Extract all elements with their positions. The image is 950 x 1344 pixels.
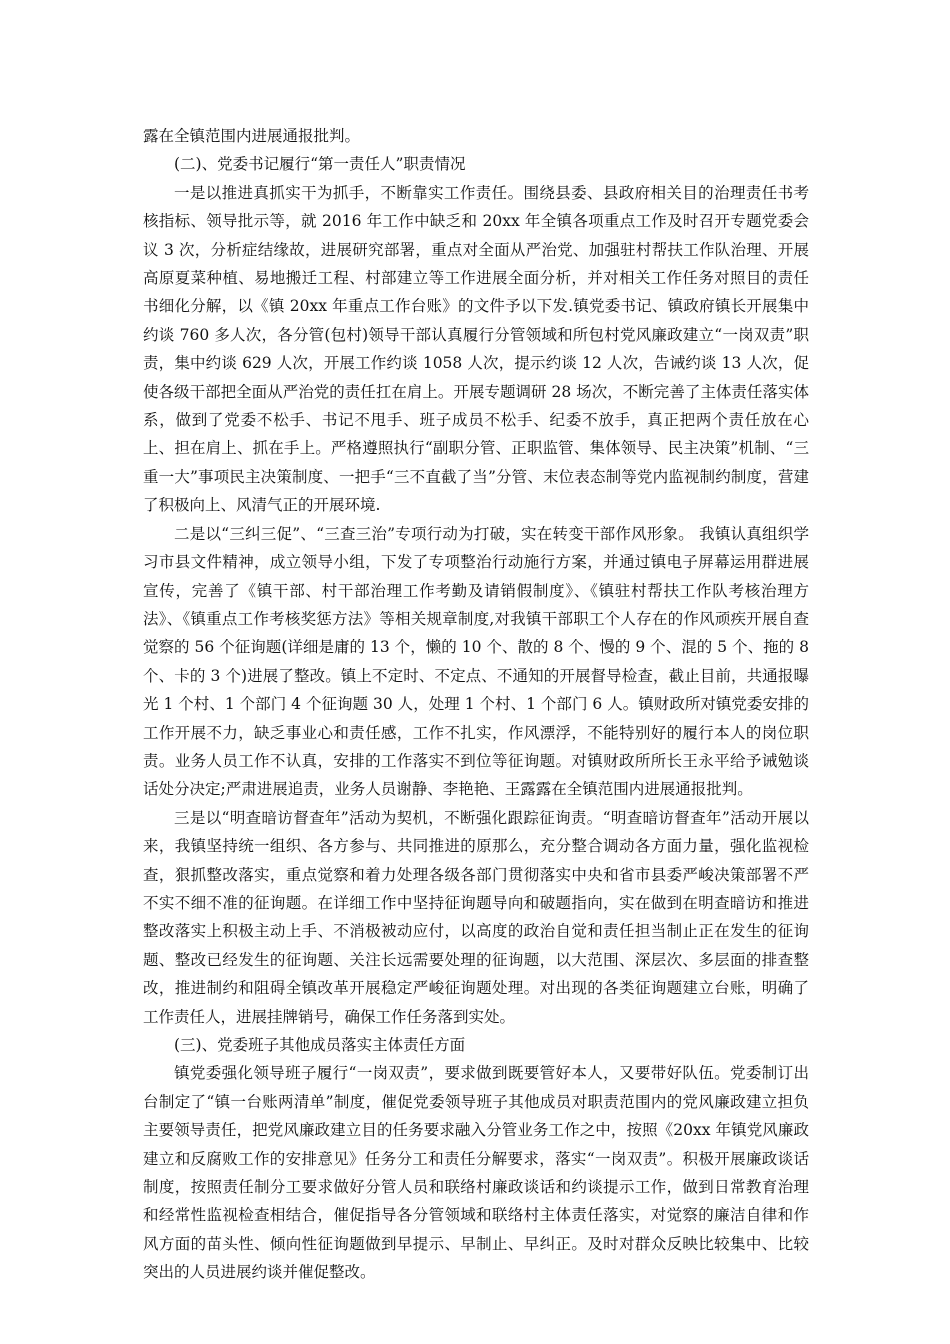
body-paragraph: 镇党委强化领导班子履行“一岗双责”，要求做到既要管好本人，又要带好队伍。党委制订出台制定了“镇一台账两清单”制度，催促党委领导班子其他成员对职责范围内的党风廉政建立担负主要领导责任，把党风廉政建立目的任务要求融入分管业务工作之中，按照《20xx 年镇党风廉政建立和反腐败工作的安排意见》任务分工和责任分解要求，落实“一岗双责”。积极开展廉政谈话制度，按照责任制分工要求做好分管人员和联络村廉政谈话和约谈提示工作，做到日常教育治理和经常性监视检查相结合，催促指导各分管领域和联络村主体责任落实，对觉察的廉洁自律和作风方面的苗头性、倾向性征询题做到早提示、早制止、早纠正。及时对群众反映比较集中、比较突出的人员进展约谈并催促整改。 [143, 1064, 809, 1282]
section-heading-3: (三)、党委班子其他成员落实主体责任方面 [174, 1036, 466, 1054]
paragraph-continuation: 露在全镇范围内进展通报批判。 [143, 127, 361, 145]
body-paragraph: 三是以“明查暗访督查年”活动为契机，不断强化跟踪征询责。“明查暗访督查年”活动开展以来，我镇坚持统一组织、各方参与、共同推进的原那么，充分整合调动各方面力量，强化监视检查，狠抓整改落实，重点觉察和着力处理各级各部门贯彻落实中央和省市县委严峻决策部署不严不实不细不准的征询题。在详细工作中坚持征询题导向和破题指向，实在做到在明查暗访和推进整改落实上积极主动上手、不消极被动应付，以高度的政治自觉和责任担当制止正在发生的征询题、整改已经发生的征询题、关注长远需要处理的征询题，以大范围、深层次、多层面的排查整改，推进制约和阻碍全镇改革开展稳定严峻征询题处理。对出现的各类征询题建立台账，明确了工作责任人，进展挂牌销号，确保工作任务落到实处。 [143, 808, 809, 1026]
body-paragraph: 二是以“三纠三促”、“三查三治”专项行动为打破，实在转变干部作风形象。 我镇认真组织学习市县文件精神，成立领导小组，下发了专项整治行动施行方案，并通过镇电子屏幕运用群进展宣传，完善了《镇干部、村干部治理工作考勤及请销假制度》、《镇驻村帮扶工作队考核治理方法》、《镇重点工作考核奖惩方法》等相关规章制度,对我镇干部职工个人存在的作风顽疾开展自查觉察的 56 个征询题(详细是庸的 13 个，懒的 10 个、散的 8 个、慢的 9 个、混的 5 个、拖的 8 个、卡的 3 个)进展了整改。镇上不定时、不定点、不通知的开展督导检查，截止目前，共通报曝光 1 个村、1 个部门 4 个征询题 30 人，处理 1 个村、1 个部门 6 人。镇财政所对镇党委安排的工作开展不力，缺乏事业心和责任感，工作不扎实，作风漂浮，不能特别好的履行本人的岗位职责。业务人员工作不认真，安排的工作落实不到位等征询题。对镇财政所所长王永平给予诫勉谈话处分决定;严肃进展追责，业务人员谢静、李艳艳、王露露在全镇范围内进展通报批判。 [143, 524, 809, 799]
document-page [143, 122, 809, 1287]
section-heading-2: (二)、党委书记履行“第一责任人”职责情况 [174, 155, 466, 174]
body-paragraph: 一是以推进真抓实干为抓手，不断靠实工作责任。围绕县委、县政府相关目的治理责任书考核指标、领导批示等，就 2016 年工作中缺乏和 20xx 年全镇各项重点工作及时召开专题党委会议 3 次，分析症结缘故，进展研究部署，重点对全面从严治党、加强驻村帮扶工作队治理、开展高原夏菜种植、易地搬迁工程、村部建立等工作进展全面分析，并对相关工作任务对照目的责任书细化分解，以《镇 20xx 年重点工作台账》的文件予以下发.镇党委书记、镇政府镇长开展集中约谈 760 多人次，各分管(包村)领导干部认真履行分管领域和所包村党风廉政建立“一岗双责”职责，集中约谈 629 人次，开展工作约谈 1058 人次，提示约谈 12 人次，告诫约谈 13 人次，促使各级干部把全面从严治党的责任扛在肩上。开展专题调研 28 场次，不断完善了主体责任落实体系，做到了党委不松手、书记不甩手、班子成员不松手、纪委不放手，真正把两个责任放在心上、担在肩上、抓在手上。严格遵照执行“副职分管、正职监管、集体领导、民主决策”机制、“三重一大”事项民主决策制度、一把手“三不直截了当”分管、末位表态制等党内监视制约制度，营建了积极向上、风清气正的开展环境. [143, 183, 809, 515]
